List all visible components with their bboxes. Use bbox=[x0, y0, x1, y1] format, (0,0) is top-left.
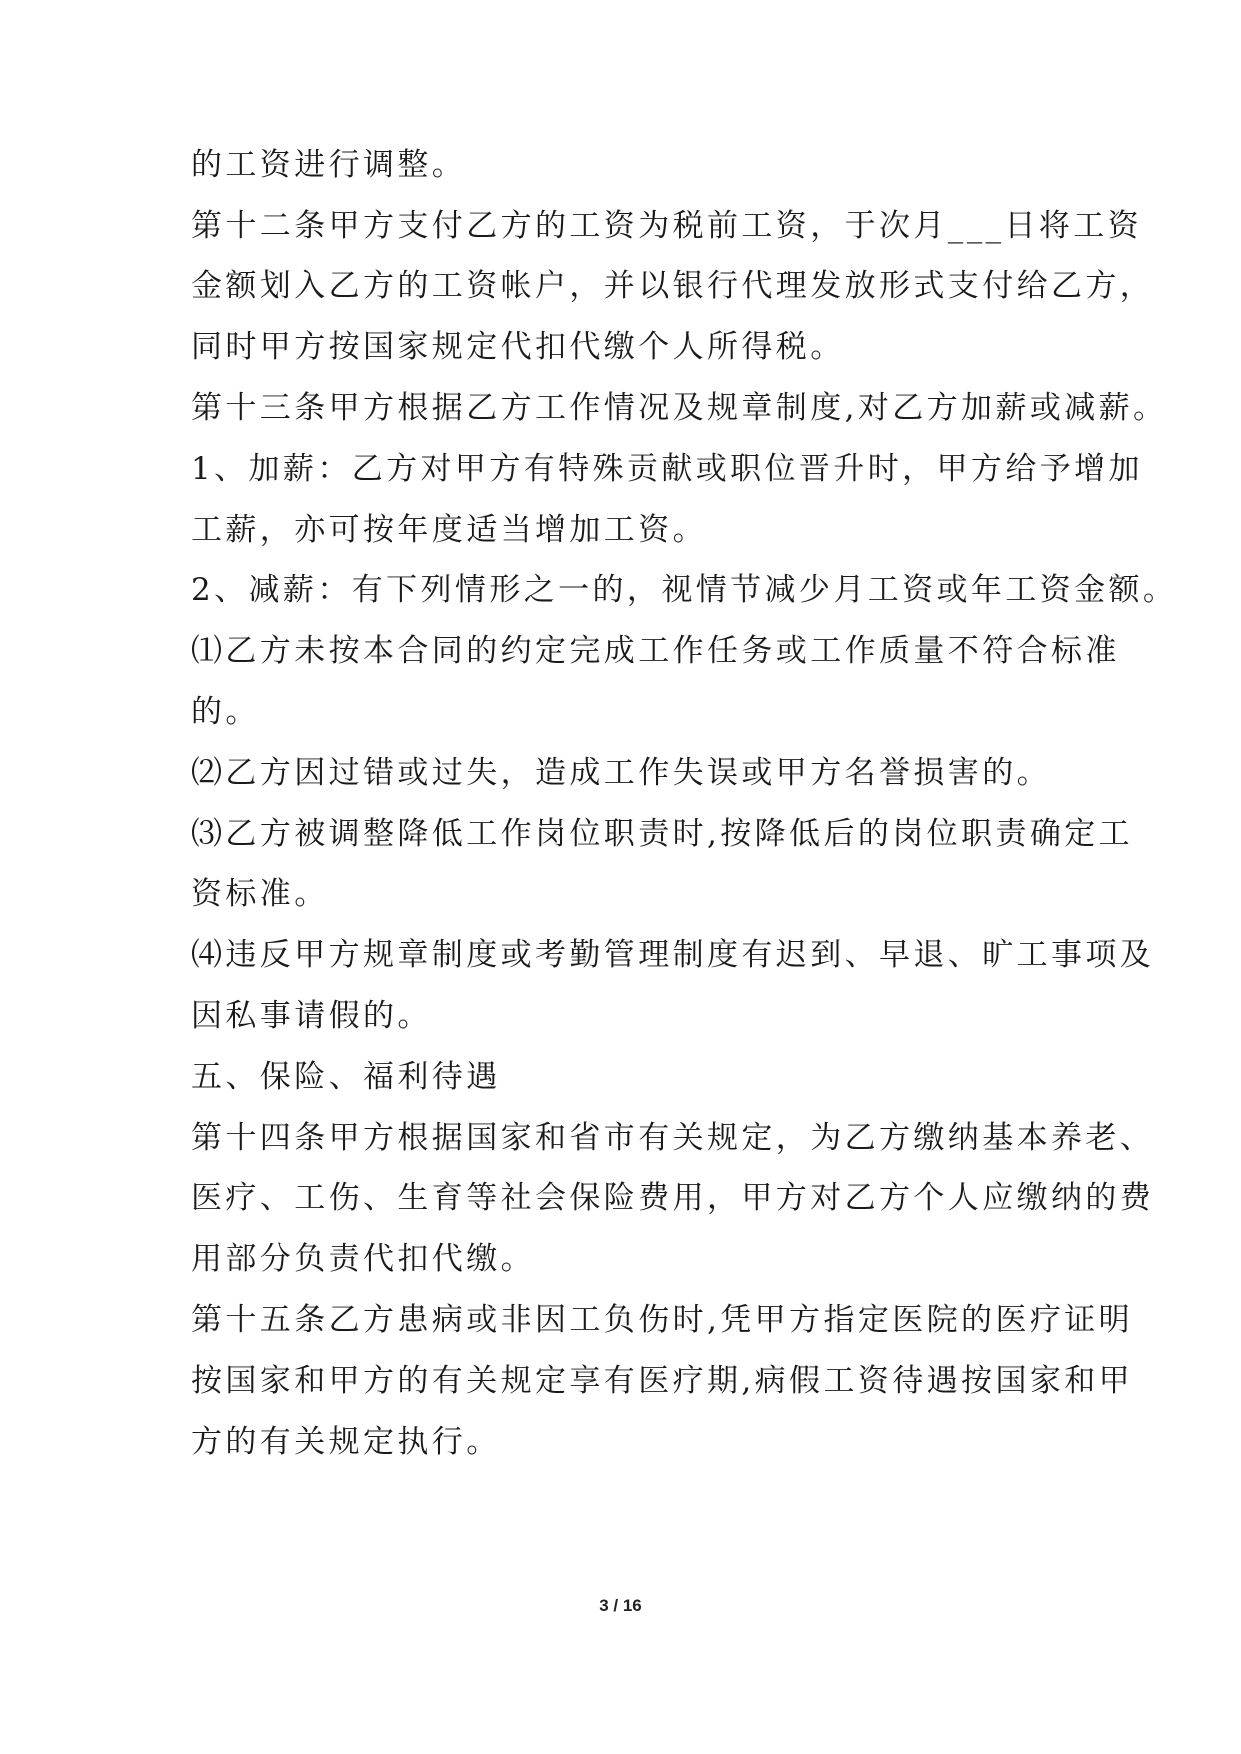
text-line: 第十五条乙方患病或非因工负伤时,凭甲方指定医院的医疗证明 bbox=[191, 1302, 1134, 1338]
text-line: 用部分负责代扣代缴。 bbox=[191, 1241, 535, 1277]
text-line: ⑵乙方因过错或过失，造成工作失误或甲方名誉损害的。 bbox=[191, 755, 1051, 791]
text-line: 因私事请假的。 bbox=[191, 998, 432, 1034]
text-line: 工薪，亦可按年度适当增加工资。 bbox=[191, 512, 707, 548]
section-heading: 五、保险、福利待遇 bbox=[191, 1059, 501, 1095]
text-line: ⑴乙方未按本合同的约定完成工作任务或工作质量不符合标准 bbox=[191, 633, 1120, 669]
text-line: 第十二条甲方支付乙方的工资为税前工资，于次月___日将工资 bbox=[191, 208, 1143, 244]
text-line: 医疗、工伤、生育等社会保险费用，甲方对乙方个人应缴纳的费 bbox=[191, 1180, 1155, 1216]
text-line: 2、减薪：有下列情形之一的，视情节减少月工资或年工资金额。 bbox=[191, 572, 1178, 608]
text-line: 第十三条甲方根据乙方工作情况及规章制度,对乙方加薪或减薪。 bbox=[191, 390, 1168, 426]
text-line: 第十四条甲方根据国家和省市有关规定，为乙方缴纳基本养老、 bbox=[191, 1120, 1155, 1156]
text-line: ⑷违反甲方规章制度或考勤管理制度有迟到、早退、旷工事项及 bbox=[191, 937, 1155, 973]
text-line: 的。 bbox=[191, 694, 260, 730]
page-number: 3 / 16 bbox=[599, 1596, 642, 1615]
text-line: 金额划入乙方的工资帐户，并以银行代理发放形式支付给乙方， bbox=[191, 268, 1155, 304]
text-line: 资标准。 bbox=[191, 876, 329, 912]
text-line: 1、加薪：乙方对甲方有特殊贡献或职位晋升时，甲方给予增加 bbox=[191, 451, 1143, 487]
text-line: 同时甲方按国家规定代扣代缴个人所得税。 bbox=[191, 329, 845, 365]
text-line: 按国家和甲方的有关规定享有医疗期,病假工资待遇按国家和甲 bbox=[191, 1363, 1134, 1399]
text-line: ⑶乙方被调整降低工作岗位职责时,按降低后的岗位职责确定工 bbox=[191, 816, 1134, 852]
text-line: 方的有关规定执行。 bbox=[191, 1424, 501, 1460]
text-line: 的工资进行调整。 bbox=[191, 147, 467, 183]
